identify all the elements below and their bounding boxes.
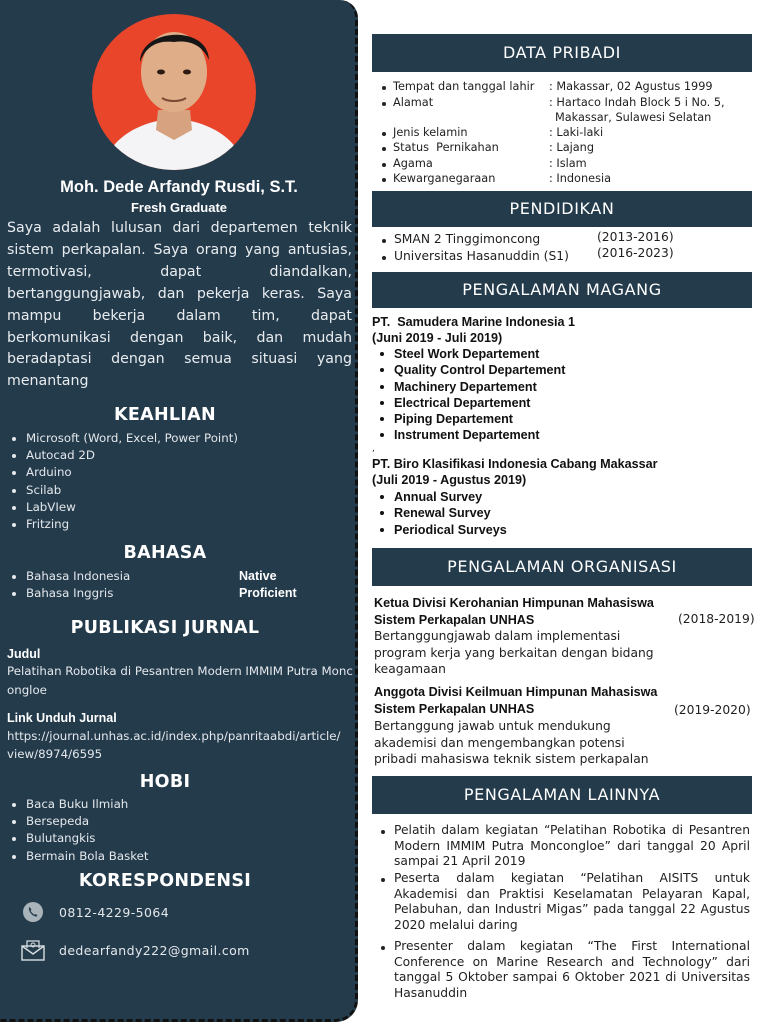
hobbies-heading: HOBI: [139, 772, 191, 792]
email-address[interactable]: dedearfandy222@gmail.com: [59, 942, 250, 958]
internship-dept: Annual Survey: [376, 489, 507, 505]
personal-value: : Islam: [549, 157, 587, 170]
publication-heading: PUBLIKASI JURNAL: [70, 618, 260, 638]
bullet-dot: [382, 102, 386, 106]
skill-item: LabVIew: [10, 499, 238, 516]
personal-value-cont: Makassar, Sulawesi Selatan: [555, 111, 712, 124]
bullet-dot: [382, 86, 386, 90]
bullet-dot: [382, 132, 386, 136]
internship-heading: PENGALAMAN MAGANG: [372, 272, 752, 308]
personal-value: : Lajang: [549, 141, 595, 154]
bullet-dot: [381, 830, 385, 834]
other-experience-heading: PENGALAMAN LAINNYA: [372, 776, 752, 814]
publication-link-line-1[interactable]: https://journal.unhas.ac.id/index.php/panritaabdi/article/: [7, 729, 341, 743]
education-heading: PENDIDIKAN: [372, 191, 752, 227]
language-item: Bahasa Indonesia: [10, 568, 130, 585]
personal-value: : Makassar, 02 Agustus 1999: [549, 80, 713, 93]
personal-data-heading: DATA PRIBADI: [372, 34, 752, 72]
internship-survey-list: [376, 489, 507, 538]
internship-dept: Electrical Departement: [376, 395, 565, 411]
organization-desc: keagamaan: [374, 662, 446, 676]
organization-role: Anggota Divisi Keilmuan Himpunan Mahasiswa: [374, 685, 658, 699]
internship-period: (Juni 2019 - Juli 2019): [372, 331, 503, 345]
mail-icon: [20, 938, 46, 962]
education-school: Universitas Hasanuddin (S1): [394, 249, 569, 263]
bullet-dot: [382, 163, 386, 167]
email-row: [20, 938, 250, 962]
hobby-item: Bermain Bola Basket: [10, 848, 149, 865]
other-experience-item: Pelatih dalam kegiatan “Pelatihan Robotika di Pesantren Modern IMMIM Putra Moncongloe” dari tanggal 20 April sampai 21 April 2019: [394, 823, 750, 869]
skill-item: Microsoft (Word, Excel, Power Point): [10, 430, 238, 447]
internship-dept: Renewal Survey: [376, 505, 507, 521]
personal-value: : Indonesia: [549, 172, 612, 185]
internship-dept: Piping Departement: [376, 411, 565, 427]
personal-value: : Hartaco Indah Block 5 i No. 5,: [549, 96, 725, 109]
personal-label: Jenis kelamin: [393, 126, 468, 139]
education-years: (2016-2023): [597, 246, 674, 260]
full-name: Moh. Dede Arfandy Rusdi, S.T.: [60, 178, 298, 196]
organization-role: Ketua Divisi Kerohanian Himpunan Mahasiswa: [374, 596, 654, 610]
skill-item: Arduino: [10, 464, 238, 481]
skill-item: Scilab: [10, 482, 238, 499]
other-experience-item: Presenter dalam kegiatan “The First International Conference on Marine Research and Technology” dari tanggal 5 Oktober sampai 6 Oktober 2021 di Universitas Hasanuddin: [394, 939, 750, 1000]
organization-desc: Bertanggungjawab dalam implementasi: [374, 629, 621, 643]
internship-dept: Quality Control Departement: [376, 362, 565, 378]
personal-value: : Laki-laki: [549, 126, 604, 139]
internship-period: (Juli 2019 - Agustus 2019): [372, 473, 527, 487]
phone-row: [20, 900, 169, 924]
profile-photo: [92, 14, 256, 170]
bullet-dot: [382, 178, 386, 182]
organization-desc: Bertanggung jawab untuk mendukung: [374, 719, 611, 733]
profile-photo-illustration: [92, 14, 256, 170]
language-level: Native: [239, 569, 277, 583]
organization-heading: PENGALAMAN ORGANISASI: [372, 548, 752, 586]
skill-item: Autocad 2D: [10, 447, 238, 464]
organization-role: Sistem Perkapalan UNHAS: [374, 613, 535, 627]
skill-item: Fritzing: [10, 516, 238, 533]
skills-heading: KEAHLIAN: [114, 405, 216, 425]
stray-mark: ,: [372, 444, 375, 454]
publication-title-label: Judul: [7, 647, 41, 661]
bullet-dot: [382, 239, 386, 243]
organization-desc: program kerja yang berkaitan dengan bidang: [374, 646, 654, 660]
language-item: Bahasa Inggris: [10, 585, 130, 602]
hobby-item: Bulutangkis: [10, 830, 149, 847]
skills-list: [10, 430, 238, 533]
organization-role: Sistem Perkapalan UNHAS: [374, 702, 535, 716]
job-title: Fresh Graduate: [130, 200, 228, 215]
personal-label: Kewarganegaraan: [393, 172, 496, 185]
other-experience-item: Peserta dalam kegiatan “Pelatihan AISITS untuk Akademisi dan Praktisi Keselamatan Pelayaran Kapal, Pelabuhan, dan Industri Migas” pada tanggal 22 Agustus 2020 melalui daring: [394, 871, 750, 932]
contact-heading: KORESPONDENSI: [78, 871, 252, 891]
bullet-dot: [381, 946, 385, 950]
personal-label: Status Pernikahan: [393, 141, 499, 154]
organization-years: (2019-2020): [674, 703, 751, 717]
internship-dept-list: [376, 346, 565, 444]
hobby-item: Baca Buku Ilmiah: [10, 796, 149, 813]
publication-link-line-2[interactable]: view/8974/6595: [7, 747, 103, 761]
bullet-dot: [382, 256, 386, 260]
internship-dept: Steel Work Departement: [376, 346, 565, 362]
education-school: SMAN 2 Tinggimoncong: [394, 232, 541, 246]
hobbies-list: [10, 796, 149, 865]
education-years: (2013-2016): [597, 230, 674, 244]
personal-label: Agama: [393, 157, 433, 170]
internship-dept: Periodical Surveys: [376, 522, 507, 538]
internship-company: PT. Biro Klasifikasi Indonesia Cabang Makassar: [372, 457, 658, 471]
publication-title: Pelatihan Robotika di Pesantren Modern IMMIM Putra Moncongloe: [7, 664, 353, 697]
languages-list: [10, 568, 130, 602]
hobby-item: Bersepeda: [10, 813, 149, 830]
language-level: Proficient: [239, 586, 297, 600]
phone-icon: [20, 900, 46, 924]
organization-years: (2018-2019): [678, 612, 755, 626]
left-panel: [0, 0, 358, 1022]
organization-desc: pribadi mahasiswa teknik sistem perkapalan: [374, 752, 649, 766]
publication-link-label: Link Unduh Jurnal: [7, 711, 117, 725]
phone-number[interactable]: 0812-4229-5064: [59, 904, 170, 920]
personal-label: Tempat dan tanggal lahir: [393, 80, 535, 93]
internship-company: PT. Samudera Marine Indonesia 1: [372, 315, 575, 329]
about-text: Saya adalah lulusan dari departemen teknik sistem perkapalan. Saya orang yang antusias, termotivasi, dapat diandalkan, bertanggungjawab, dan pekerja keras. Saya mampu bekerja dalam tim, dapat berkomunikasi dengan baik, dan mudah beradaptasi dengan semua situasi yang menantang: [7, 220, 352, 390]
languages-heading: BAHASA: [123, 543, 207, 563]
organization-desc: akademisi dan mengembangkan potensi: [374, 736, 625, 750]
internship-dept: Instrument Departement: [376, 427, 565, 443]
internship-dept: Machinery Departement: [376, 379, 565, 395]
personal-label: Alamat: [393, 96, 434, 109]
bullet-dot: [382, 147, 386, 151]
bullet-dot: [381, 878, 385, 882]
